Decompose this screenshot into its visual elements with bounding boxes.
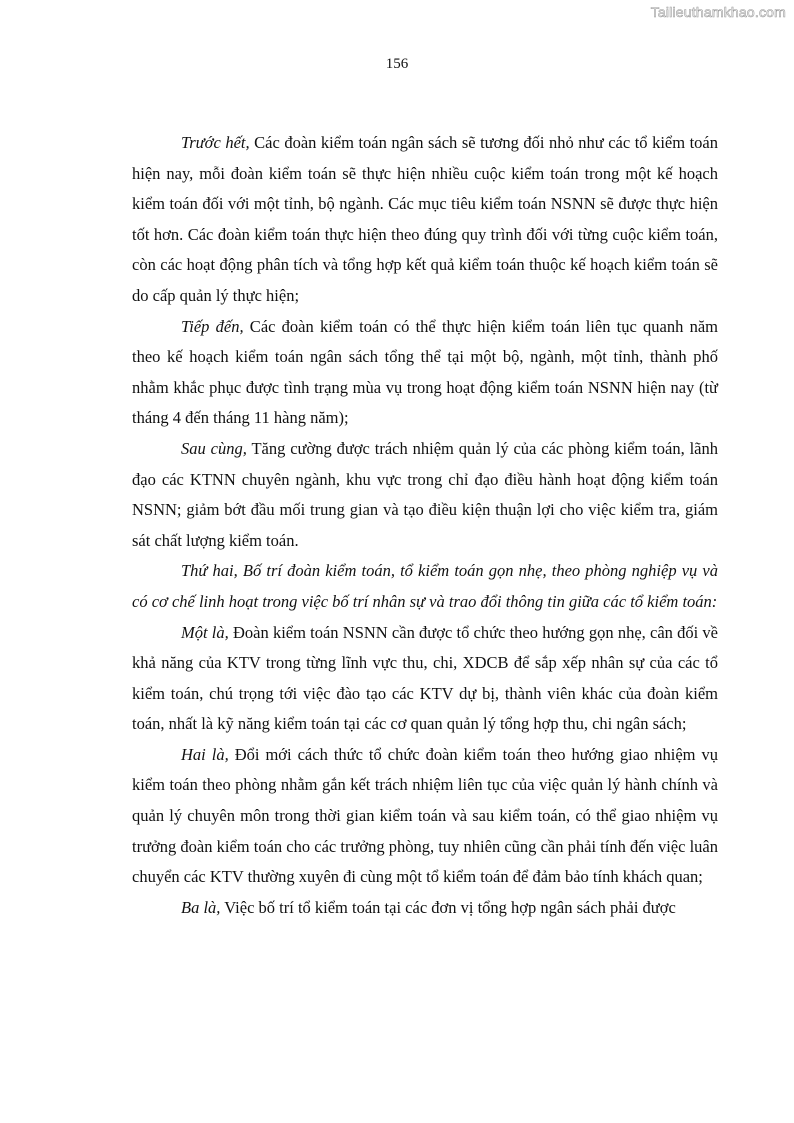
paragraph-text: Các đoàn kiểm toán ngân sách sẽ tương đối nhỏ như các tổ kiểm toán hiện nay, mỗi đoàn kiểm toán sẽ thực hiện nhiều cuộc kiểm toán trong một kế hoạch kiểm toán đối với một tỉnh, bộ ngành. Các mục tiêu kiểm toán NSNN sẽ được thực hiện tốt hơn. Các đoàn kiểm toán thực hiện theo đúng quy trình đối với từng cuộc kiểm toán, còn các hoạt động phân tích và tổng hợp kết quả kiểm toán thuộc kế hoạch kiểm toán sẽ do cấp quản lý thực hiện; xyxy=(132,133,718,305)
paragraph-text: Việc bố trí tổ kiểm toán tại các đơn vị tổng hợp ngân sách phải được xyxy=(220,897,676,917)
section-heading-thu-hai: Thứ hai, Bố trí đoàn kiểm toán, tổ kiểm toán gọn nhẹ, theo phòng nghiệp vụ và có cơ chế linh hoạt trong việc bố trí nhân sự và trao đổi thông tin giữa các tổ kiểm toán: xyxy=(132,561,718,611)
paragraph-truoc-het xyxy=(132,128,718,312)
paragraph-lead: Hai là, xyxy=(181,744,229,764)
paragraph-hai-la xyxy=(132,740,718,893)
document-body xyxy=(132,128,718,923)
paragraph-lead: Trước hết, xyxy=(181,133,250,152)
paragraph-tiep-den xyxy=(132,312,718,434)
paragraph-lead: Sau cùng, xyxy=(181,438,247,458)
paragraph-ba-la xyxy=(132,893,718,924)
paragraph-lead: Tiếp đến, xyxy=(181,316,244,336)
page-number: 156 xyxy=(385,56,409,72)
paragraph-lead: Ba là, xyxy=(181,897,221,917)
paragraph-mot-la xyxy=(132,618,718,740)
paragraph-text: Đoàn kiểm toán NSNN cần được tổ chức theo hướng gọn nhẹ, cân đối về khả năng của KTV trong từng lĩnh vực thu, chi, XDCB để sắp xếp nhân sự của các tổ kiểm toán, chú trọng tới việc đào tạo các KTV dự bị, thành viên khác của đoàn kiểm toán, nhất là kỹ năng kiểm toán tại các cơ quan quản lý tổng hợp thu, chi ngân sách; xyxy=(132,622,718,734)
paragraph-text: Các đoàn kiểm toán có thể thực hiện kiểm toán liên tục quanh năm theo kế hoạch kiểm toán ngân sách tổng thể tại một bộ, ngành, một tỉnh, thành phố nhằm khắc phục được tình trạng mùa vụ trong hoạt động kiểm toán NSNN hiện nay (từ tháng 4 đến tháng 11 hàng năm); xyxy=(132,316,718,428)
paragraph-text: Đổi mới cách thức tổ chức đoàn kiểm toán theo hướng giao nhiệm vụ kiểm toán theo phòng nhằm gắn kết trách nhiệm liên tục của việc quản lý hành chính và quản lý chuyên môn trong thời gian kiểm toán và sau kiểm toán, có thể giao nhiệm vụ trưởng đoàn kiểm toán cho các trưởng phòng, tuy nhiên cũng cần phải tính đến việc luân chuyển các KTV thường xuyên đi cùng một tổ kiểm toán để đảm bảo tính khách quan; xyxy=(132,744,718,887)
paragraph-text: Tăng cường được trách nhiệm quản lý của các phòng kiểm toán, lãnh đạo các KTNN chuyên ngành, khu vực trong chỉ đạo điều hành hoạt động kiểm toán NSNN; giảm bớt đầu mối trung gian và tạo điều kiện thuận lợi cho việc kiểm tra, giám sát chất lượng kiểm toán. xyxy=(132,438,718,550)
paragraph-lead: Một là, xyxy=(181,622,229,642)
paragraph-sau-cung xyxy=(132,434,718,556)
watermark: Tailieuthamkhao.com xyxy=(650,4,786,20)
